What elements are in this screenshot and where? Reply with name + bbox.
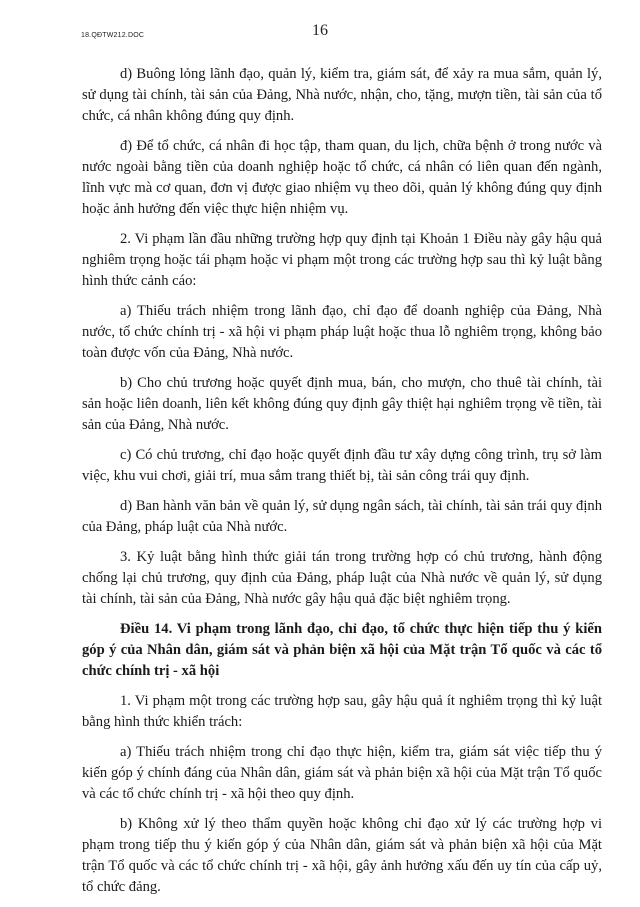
page-number: 16 — [312, 22, 328, 39]
paragraph-article-14-section-1: 1. Vi phạm một trong các trường hợp sau, gây hậu quả ít nghiêm trọng thì kỷ luật bằng hình thức khiển trách: — [82, 693, 602, 730]
document-file-code: 18.QĐTW212.DOC — [81, 32, 145, 39]
paragraph-clause-c-investment: c) Có chủ trương, chỉ đạo hoặc quyết định đầu tư xây dựng công trình, trụ sở làm việc, khu vui chơi, giải trí, mua sắm trang thiết bị, tài sản công trái quy định. — [82, 447, 602, 484]
document-body — [82, 64, 602, 907]
paragraph-article-14-clause-a: a) Thiếu trách nhiệm trong chỉ đạo thực hiện, kiểm tra, giám sát việc tiếp thu ý kiến góp ý chính đáng của Nhân dân, giám sát và phản biện xã hội của Mặt trận Tổ quốc và các tổ chức chính trị - xã hội theo quy định. — [82, 744, 602, 802]
paragraph-clause-d-regulations: d) Ban hành văn bản về quản lý, sử dụng ngân sách, tài chính, tài sản trái quy định của Đảng, pháp luật của Nhà nước. — [82, 498, 602, 535]
article-14-heading: Điều 14. Vi phạm trong lãnh đạo, chỉ đạo, tổ chức thực hiện tiếp thu ý kiến góp ý của Nhân dân, giám sát và phản biện xã hội của Mặt trận Tổ quốc và các tổ chức chính trị - xã hội — [82, 621, 602, 679]
paragraph-article-14-clause-b: b) Không xử lý theo thẩm quyền hoặc không chỉ đạo xử lý các trường hợp vi phạm trong tiếp thu ý kiến góp ý của Nhân dân, giám sát và phản biện xã hội của Mặt trận Tổ quốc và các tổ chức chính trị - xã hội, gây ảnh hưởng xấu đến uy tín của cấp uỷ, tổ chức đảng. — [82, 816, 602, 895]
paragraph-clause-a-responsibility: a) Thiếu trách nhiệm trong lãnh đạo, chỉ đạo để doanh nghiệp của Đảng, Nhà nước, tổ chức chính trị - xã hội vi phạm pháp luật hoặc thua lỗ nghiêm trọng, không bảo toàn được vốn của Đảng, Nhà nước. — [82, 303, 602, 361]
paragraph-section-2-warning: 2. Vi phạm lần đầu những trường hợp quy định tại Khoản 1 Điều này gây hậu quả nghiêm trọng hoặc tái phạm hoặc vi phạm một trong các trường hợp sau thì kỷ luật bằng hình thức cảnh cáo: — [82, 231, 602, 289]
paragraph-clause-d-mismanagement: d) Buông lỏng lãnh đạo, quản lý, kiểm tra, giám sát, để xảy ra mua sắm, quản lý, sử dụng tài chính, tài sản của Đảng, Nhà nước, nhận, cho, tặng, mượn tiền, tài sản của tổ chức, cá nhân không đúng quy định. — [82, 66, 602, 124]
paragraph-section-3-dissolution: 3. Kỷ luật bằng hình thức giải tán trong trường hợp có chủ trương, hành động chống lại chủ trương, quy định của Đảng, pháp luật của Nhà nước về quản lý, sử dụng tài chính, tài sản của Đảng, Nhà nước gây hậu quả đặc biệt nghiêm trọng. — [82, 549, 602, 607]
paragraph-clause-b-leasing: b) Cho chủ trương hoặc quyết định mua, bán, cho mượn, cho thuê tài chính, tài sản hoặc liên doanh, liên kết không đúng quy định gây thiệt hại nghiêm trọng về tiền, tài sản của Đảng, Nhà nước. — [82, 375, 602, 433]
paragraph-clause-dd-trips: đ) Để tổ chức, cá nhân đi học tập, tham quan, du lịch, chữa bệnh ở trong nước và nước ngoài bằng tiền của doanh nghiệp hoặc tổ chức, cá nhân có liên quan đến ngành, lĩnh vực mà cơ quan, đơn vị được giao nhiệm vụ theo dõi, quản lý không đúng quy định hoặc ảnh hưởng đến việc thực hiện nhiệm vụ. — [82, 138, 602, 217]
